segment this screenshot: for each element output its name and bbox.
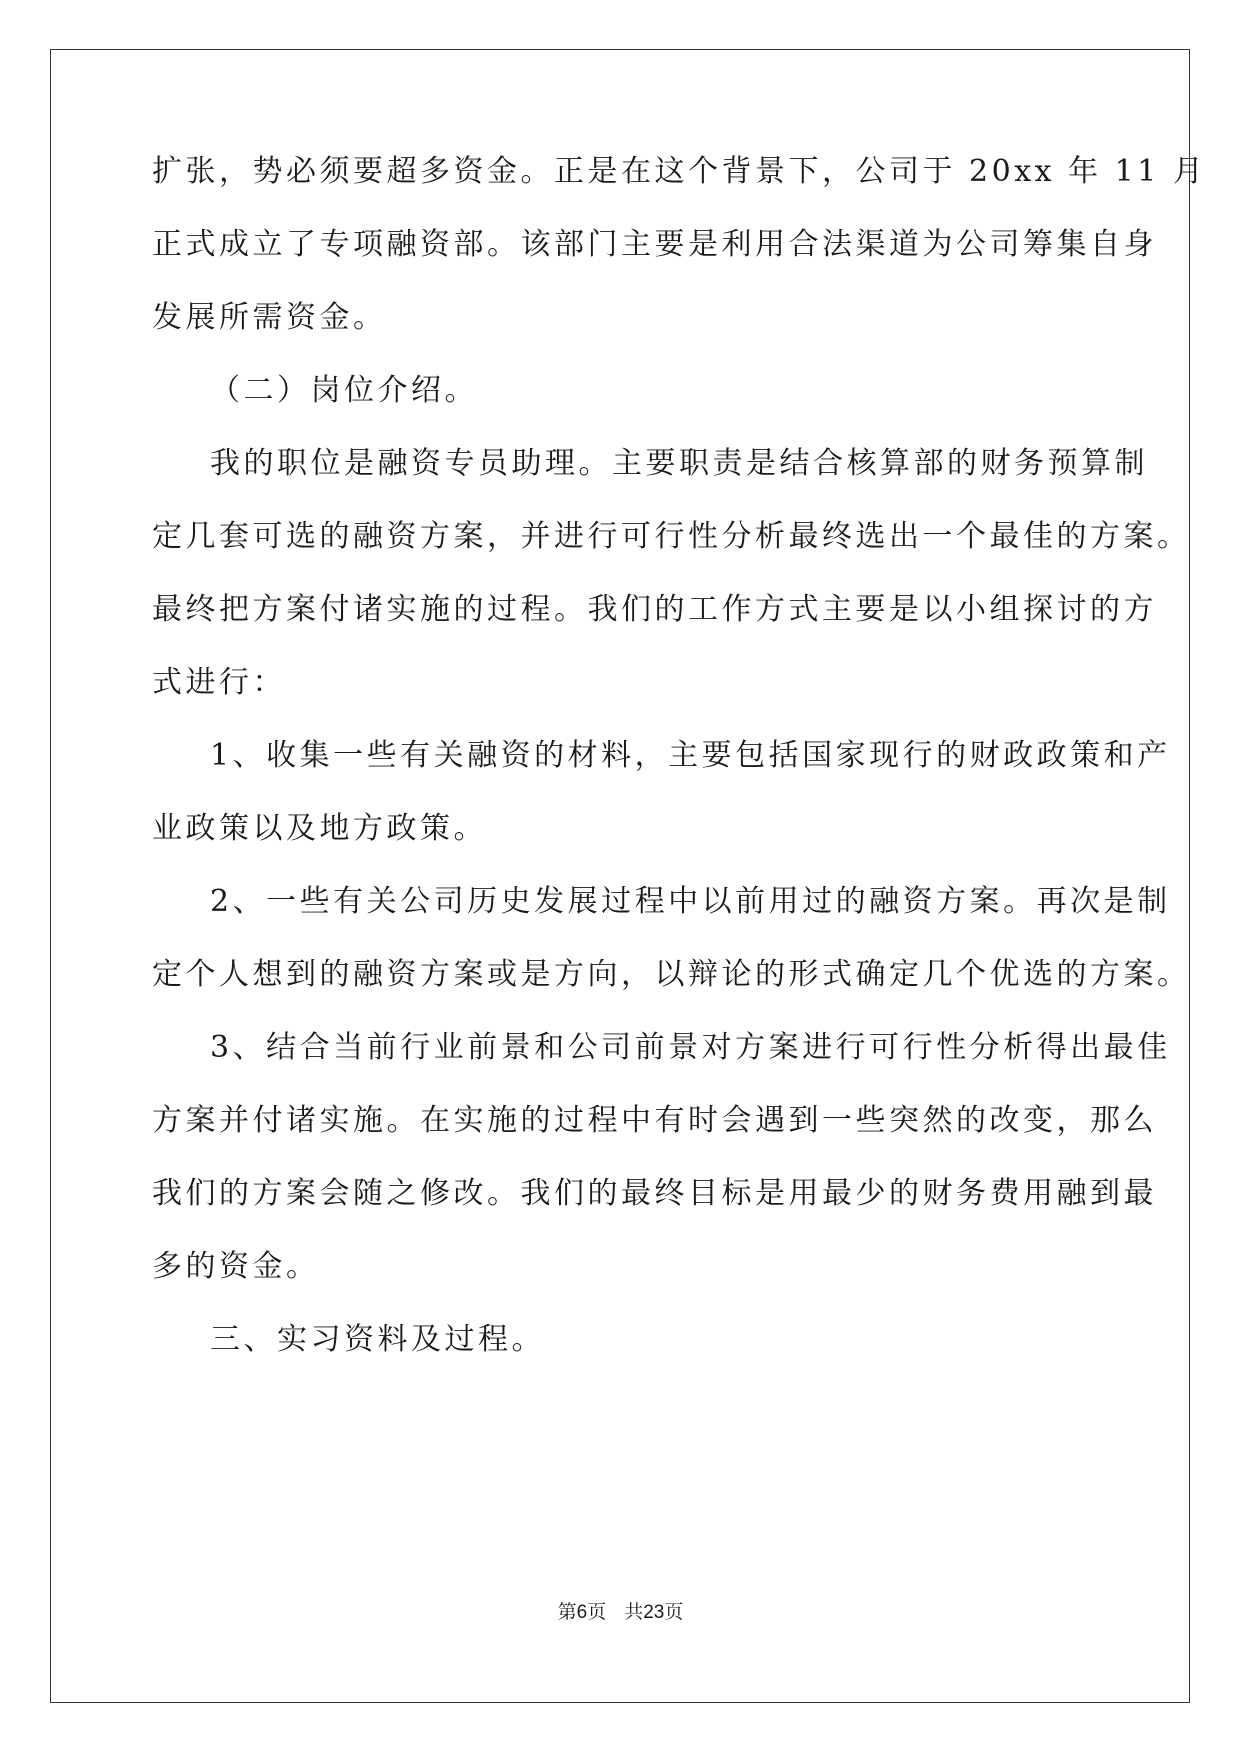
- paragraph-line: 定几套可选的融资方案，并进行可行性分析最终选出一个最佳的方案。: [152, 519, 1191, 554]
- total-prefix: 共: [624, 1601, 644, 1623]
- section-heading: （二）岗位介绍。: [210, 373, 478, 408]
- list-item-line: 定个人想到的融资方案或是方向，以辩论的形式确定几个优选的方案。: [152, 957, 1191, 992]
- page-suffix: 页: [587, 1601, 607, 1623]
- total-suffix: 页: [664, 1601, 684, 1623]
- paragraph-line: 正式成立了专项融资部。该部门主要是利用合法渠道为公司筹集自身: [152, 227, 1157, 262]
- list-item-line: 方案并付诸实施。在实施的过程中有时会遇到一些突然的改变，那么: [152, 1103, 1157, 1138]
- page-footer: [0, 1600, 1241, 1625]
- total-pages: 23: [643, 1602, 665, 1623]
- list-item-line: 业政策以及地方政策。: [152, 811, 487, 846]
- list-item-line: 3、结合当前行业前景和公司前景对方案进行可行性分析得出最佳: [210, 1030, 1171, 1065]
- list-item-line: 1、收集一些有关融资的材料，主要包括国家现行的财政政策和产: [210, 738, 1171, 773]
- paragraph-line: 发展所需资金。: [152, 300, 387, 335]
- list-item-line: 多的资金。: [152, 1249, 320, 1284]
- page-number: 6: [576, 1602, 588, 1623]
- section-heading: 三、实习资料及过程。: [210, 1322, 545, 1357]
- list-item-line: 2、一些有关公司历史发展过程中以前用过的融资方案。再次是制: [210, 884, 1171, 919]
- paragraph-line: 式进行：: [152, 665, 286, 700]
- page-prefix: 第: [557, 1601, 577, 1623]
- list-item-line: 我们的方案会随之修改。我们的最终目标是用最少的财务费用融到最: [152, 1176, 1157, 1211]
- paragraph-line: 扩张，势必须要超多资金。正是在这个背景下，公司于 20xx 年 11 月: [152, 154, 1207, 189]
- paragraph-line: 我的职位是融资专员助理。主要职责是结合核算部的财务预算制: [210, 446, 1148, 481]
- paragraph-line: 最终把方案付诸实施的过程。我们的工作方式主要是以小组探讨的方: [152, 592, 1157, 627]
